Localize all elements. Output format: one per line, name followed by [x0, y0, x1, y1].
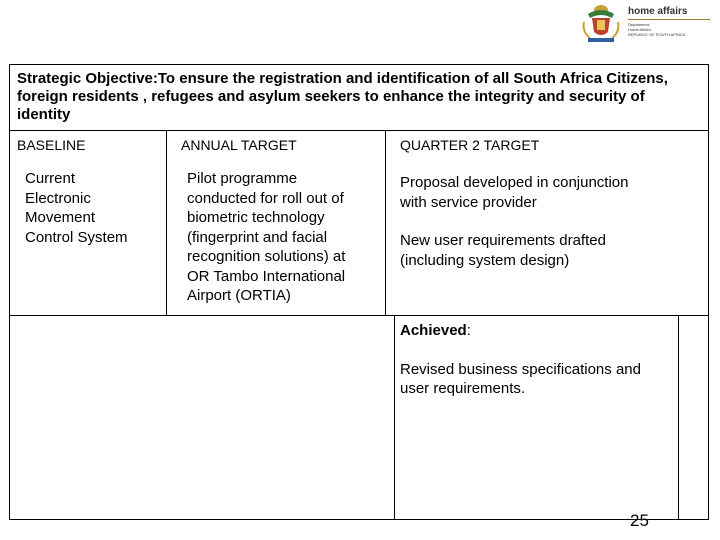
text-line: Current [25, 170, 76, 187]
column-header-quarter-target: QUARTER 2 TARGET [400, 137, 540, 153]
text-line: (fingerprint and facial [187, 228, 328, 246]
row-divider [10, 315, 708, 316]
objective-table [9, 64, 709, 520]
achieved-heading [400, 321, 641, 341]
text-line: with service provider [400, 193, 537, 211]
text-line: Electronic [25, 189, 91, 207]
strategic-objective: Strategic Objective:To ensure the registration and identification of all South Africa Citizens, foreign residents , refugees and asylum seekers to enhance the integrity and security of identity [10, 65, 708, 131]
text-line: user requirements. [400, 380, 526, 397]
achieved-cell [400, 321, 641, 399]
column-divider [166, 131, 167, 315]
logo-sub-line: Department: [628, 22, 651, 27]
achieved-colon: : [466, 322, 471, 339]
text-line: conducted for roll out of [187, 189, 344, 207]
column-divider [394, 315, 395, 519]
coat-of-arms-icon [578, 2, 624, 44]
annual-target-cell [187, 169, 345, 306]
logo-title: home affairs [628, 6, 688, 17]
text-line: Pilot programme [187, 170, 298, 187]
column-divider [385, 131, 386, 315]
text-line: Proposal developed in conjunction [400, 174, 629, 191]
department-logo [578, 2, 718, 44]
text-line: Revised business specifications and [400, 360, 641, 378]
text-line: OR Tambo International [187, 267, 346, 285]
logo-text [628, 6, 718, 37]
text-line: biometric technology [187, 209, 325, 226]
column-header-baseline: BASELINE [17, 137, 86, 153]
paragraph-gap [400, 341, 641, 360]
text-line: Control System [25, 228, 128, 246]
page-number: 25 [630, 511, 649, 530]
quarter-target-cell [400, 173, 629, 270]
logo-sub-line: Home Affairs [628, 27, 651, 32]
text-line: New user requirements drafted [400, 232, 606, 249]
achieved-label: Achieved [400, 322, 467, 339]
text-line: (including system design) [400, 251, 570, 269]
logo-sub-line: REPUBLIC OF SOUTH AFRICA [628, 32, 686, 37]
logo-divider [628, 19, 710, 20]
text-line: Movement [25, 209, 96, 226]
baseline-cell [25, 169, 128, 247]
paragraph-gap [400, 212, 629, 231]
text-line: Airport (ORTIA) [187, 287, 291, 304]
column-header-annual-target: ANNUAL TARGET [181, 137, 297, 153]
column-divider [678, 315, 679, 519]
text-line: recognition solutions) at [187, 248, 346, 265]
